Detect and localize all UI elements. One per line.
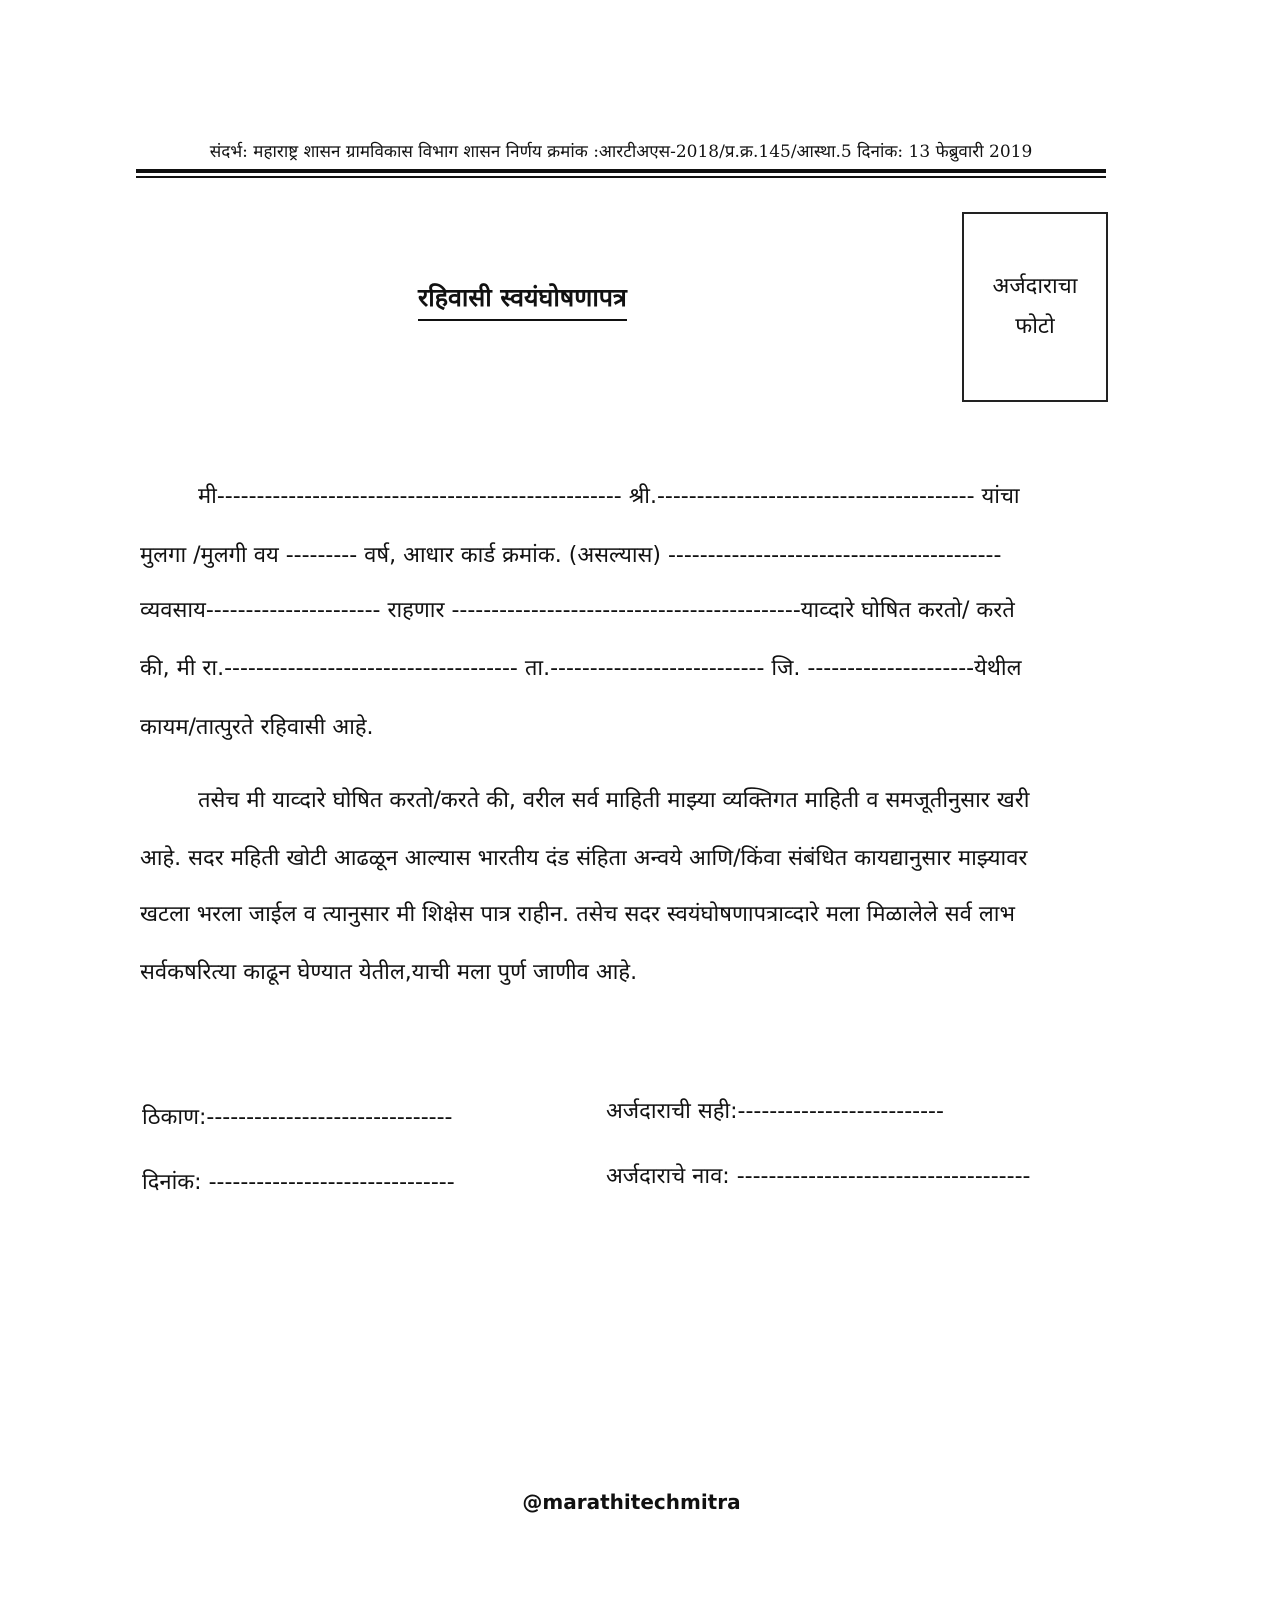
date-field: दिनांक: -------------------------------: [142, 1170, 455, 1195]
declaration-line-3: व्यवसाय---------------------- राहणार --------------------------------------------याव्दारे घोषित करतो/ करते: [140, 598, 1015, 623]
place-field: ठिकाण:-------------------------------: [142, 1105, 453, 1130]
declaration-line-4: की, मी रा.------------------------------------- ता.--------------------------- जि. ---------------------येथील: [140, 656, 1022, 681]
applicant-name-field: अर्जदाराचे नाव: -------------------------------------: [606, 1164, 1031, 1189]
declaration-line-2: मुलगा /मुलगी वय --------- वर्ष, आधार कार्ड क्रमांक. (असल्यास) ------------------------------------------: [140, 543, 1002, 568]
watermark-handle: @marathitechmitra: [522, 1490, 741, 1514]
photo-box-label-line2: फोटो: [1015, 314, 1055, 339]
header-divider-thick: [136, 169, 1106, 173]
affirmation-line-2: आहे. सदर महिती खोटी आढळून आल्यास भारतीय दंड संहिता अन्वये आणि/किंवा संबंधित कायद्यानुसार माझ्यावर: [140, 846, 1028, 871]
declaration-line-5: कायम/तात्पुरते रहिवासी आहे.: [140, 715, 374, 740]
photo-box-label-line1: अर्जदाराचा: [992, 274, 1078, 299]
affirmation-line-3: खटला भरला जाईल व त्यानुसार मी शिक्षेस पात्र राहीन. तसेच सदर स्वयंघोषणापत्राव्दारे मला मिळालेले सर्व लाभ: [140, 902, 1015, 927]
affirmation-line-4: सर्वकषरित्या काढून घेण्यात येतील,याची मला पुर्ण जाणीव आहे.: [140, 960, 638, 985]
affirmation-line-1: तसेच मी याव्दारे घोषित करतो/करते की, वरील सर्व माहिती माझ्या व्यक्तिगत माहिती व समजूतीनुसार खरी: [198, 788, 1030, 813]
applicant-photo-box: [962, 212, 1108, 402]
header-divider-thin: [136, 176, 1106, 178]
applicant-signature-field: अर्जदाराची सही:--------------------------: [606, 1099, 944, 1124]
page-title: रहिवासी स्वयंघोषणापत्र: [418, 280, 627, 321]
reference-line: संदर्भ: महाराष्ट्र शासन ग्रामविकास विभाग शासन निर्णय क्रमांक :आरटीअएस-2018/प्र.क्र.145/आस्था.5 दिनांक: 13 फेब्रुवारी 2019: [209, 142, 1033, 162]
declaration-line-1: मी--------------------------------------------------- श्री.---------------------------------------- यांचा: [198, 484, 1020, 509]
